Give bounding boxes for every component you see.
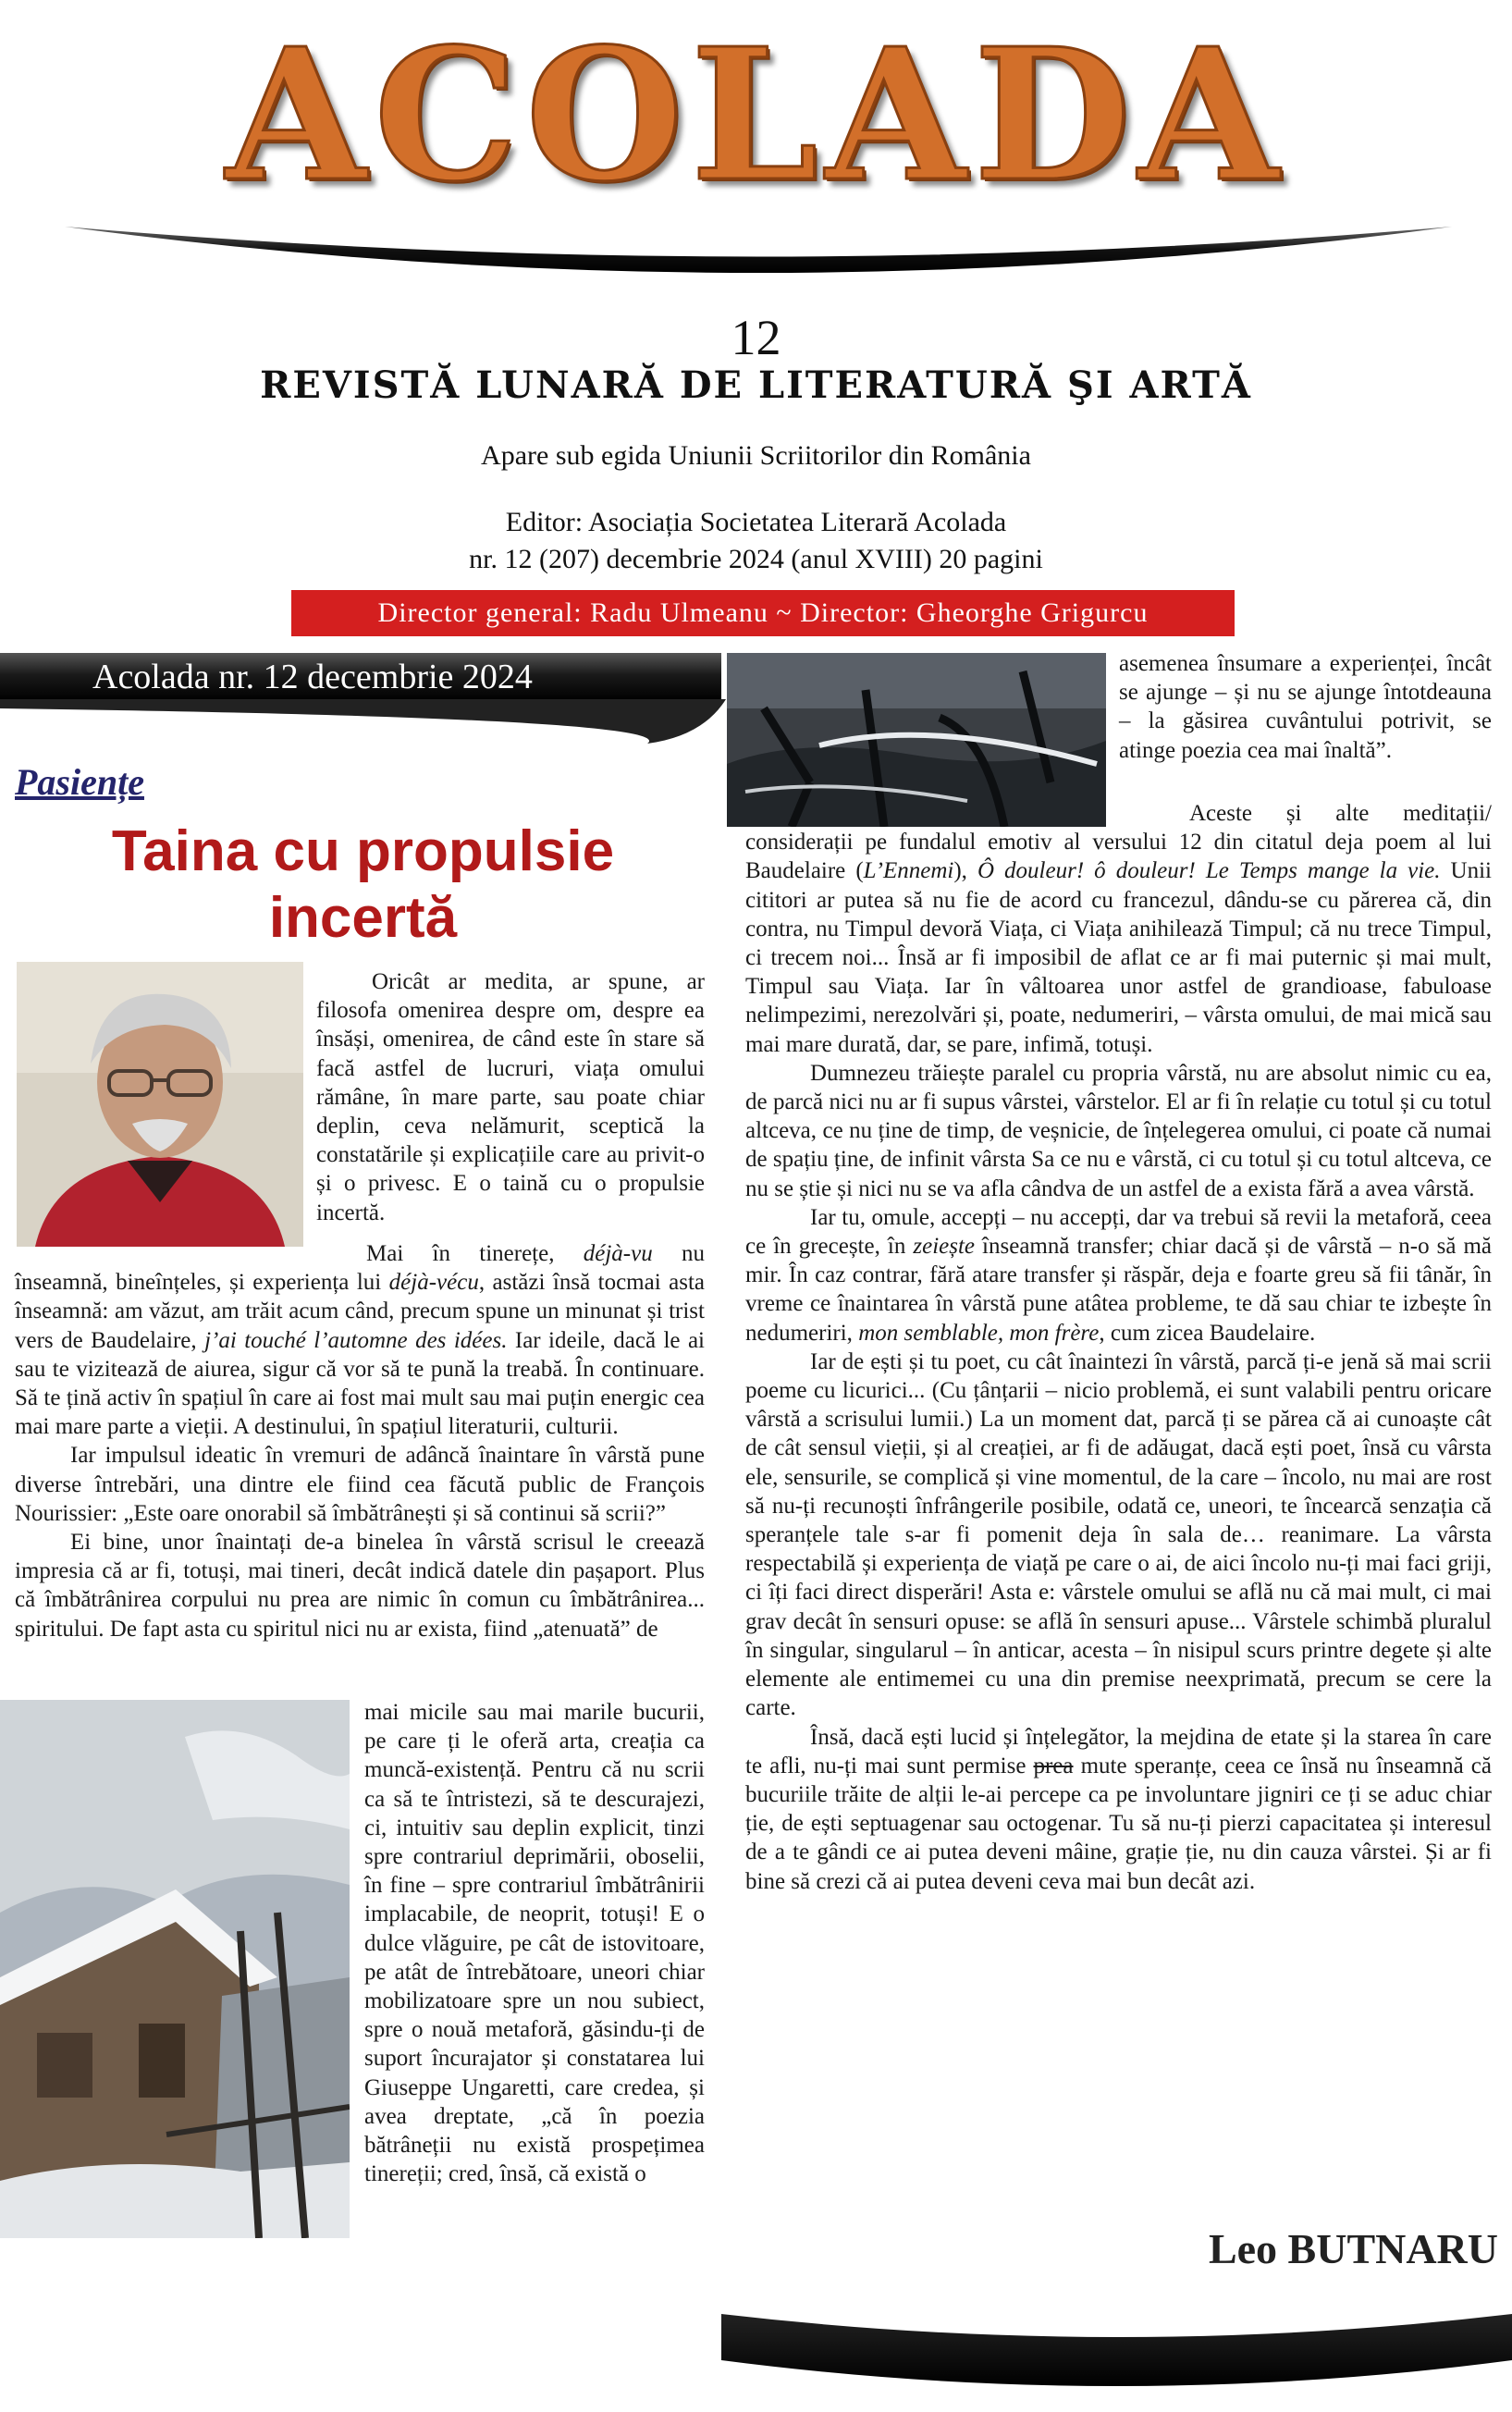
winter-house-painting — [0, 1700, 350, 2238]
masthead-swoosh — [65, 199, 1452, 301]
right-paragraph-5: Iar de ești și tu poet, cu cât înaintezi în vârstă, parcă ți-e jenă să mai scrii poeme cu licurici... (Cu țânțarii – nicio problemă, ei sunt valabili pentru oricare vârstă a scrisului lumii.) La un moment dat, parcă ți se părea că ai cunoaște cât de cât sensul vieții, și al creației, ar fi de adăugat, dacă ești poet, însă cu vârsta ele, sensurile, se complică și vine momentul, de la care – încolo, nu mai are rost să nu-ți recunoști înfrângerile posibile, odată ce, uneori, te încearcă senzația că speranțele tale s-ar fi pomenit deja în sala de… reanimare. La vârsta respectabilă și experiența de viață pe care o ai, de aici încolo nu-ți mai faci griji, ci îți faci direct disperări! Asta e: vârstele omului se află nu că mai mult, ci mai grav decât în sensuri opuse: se află în sensuri apuse... Vârstele schimbă pluralul în singular, singularul – în anticar, acesta – în nisipul scurs printre degete și alte elemente ale entimemei cu una din premise neexprimată, precum se cere la carte. — [745, 1348, 1492, 1721]
right-column — [745, 799, 1492, 1896]
masthead-title: ACOLADA — [226, 9, 1286, 222]
magazine-subtitle: REVISTĂ LUNARĂ DE LITERATURĂ ŞI ARTĂ — [260, 363, 1252, 407]
author-byline: Leo BUTNARU — [1208, 2225, 1498, 2272]
right-paragraph-4: Iar tu, omule, accepți – nu accepți, dar va trebui să revii la metaforă, ceea ce în grecește, în zeiește înseamnă transfer; chiar dacă și de vârstă – n-o să mă mir. În caz contrar, fără atare transfer și răspăr, deja e foarte greu să fii tânăr, în vreme ce înaintarea în vârstă pune atâtea probleme, te dă sau chiar te izbește în nedumeriri, mon semblable, mon frère, cum zicea Baudelaire. — [745, 1204, 1493, 1346]
right-paragraph-3: Dumnezeu trăiește paralel cu propria vârstă, nu are absolut nimic cu ea, de parcă nici nu ar fi supus vârstei, vârstelor. El ar fi în relație cu totul și cu totul altceva, ce nu ține de timp, de veșnicie, de înțelegerea omului, ci poate că numai de spațiu ține, de infinit vârsta Sa ce nu e vârstă, ci cu totul și cu totul altceva, ce nu se știe și nici nu se va afla cândva de un astfel de a exista fără a avea vârstă. — [745, 1060, 1492, 1201]
editor-line: Editor: Asociația Societatea Literară Acolada — [505, 507, 1007, 537]
title-line-1: Taina cu propulsie — [111, 819, 615, 883]
author-photo — [17, 962, 303, 1247]
egida-line: Apare sub egida Uniunii Scriitorilor din România — [481, 440, 1031, 471]
right-paragraph-2: Aceste și alte meditații/ considerații pe fundalul emotiv al versului 12 din citatul deja poem al lui Baudelaire (L’Ennemi), Ô douleur! ô douleur! Le Temps mange la vie. Unii cititori ar putea să nu fie de acord cu francezul, dându-se cu părerea că, din contra, nu Timpul devoră Viața, ci Viața anihilează Timpul; că nu trece Timpul, ci trecem noi... Însă ar fi imposibil de aflat ce ar fi mai puternic și mai mult, Timpul sau Viața. Iar în vâltoarea unor astfel de grandioase, fabuloase nelimpezimi, nerezolvări și, poate, nedumeriri, – vârsta omului, de mai mică sau mai mare durată, dar, se pare, infimă, totuși. — [745, 801, 1493, 1057]
right-paragraph-6: Însă, dacă ești lucid și înțelegător, la mejdina de etate și la starea în care te afli, nu-ți mai sunt permise prea mute speranțe, ceea ce însă nu înseamnă că bucuriile trăite de alții le-ai percepe ca pe involuntare jigniri ce ți se aduc chiar ție, de ești septuagenar sau octogenar. Tu să nu-ți pierzi capacitatea și interesul de a te gândi ce ai putea deveni mâine, grație ție, nu din cauza vârstei. Și ar fi bine să crezi că ai putea deveni ceva mai bun decât azi. — [745, 1724, 1492, 1894]
directors-banner: Director general: Radu Ulmeanu ~ Director: Gheorghe Grigurcu — [291, 590, 1235, 636]
rubric: Pasiențe — [15, 761, 144, 803]
band-swoosh — [0, 699, 726, 745]
right-paragraph-1: asemenea însumare a experienței, încât se ajunge – și nu se ajunge întotdeauna – la găsirea cuvântului potrivit, se atinge poezia cea mai înaltă”. — [1119, 651, 1492, 763]
paragraph-4: Ei bine, unor înaintați de-a binelea în vârstă scrisul le creează impresia că ar fi, totuși, mai tineri, decât indică datele din pașaport. Plus că îmbătrânirea corpului nu prea are nimic în comun cu îmbătrânirea... spiritului. De fapt asta cu spiritul nici nu ar exista, fiind „atenuată” de — [15, 1530, 705, 1642]
issue-line: nr. 12 (207) decembrie 2024 (anul XVIII) 20 pagini — [469, 544, 1043, 574]
masthead — [0, 0, 1512, 277]
bottom-swoosh — [721, 2305, 1512, 2412]
paragraph-1: Oricât ar medita, ar spune, ar filosofa omenirea despre om, despre ea însăși, omenirea, de când este în stare să facă astfel de lucruri, viața omului rămâne, în mare parte, sau poate chiar deplin, ceva nelămurit, sceptică la constatările și explicațiile care au privit-o și o privesc. E o taină cu o propulsie incertă. — [316, 969, 705, 1225]
paragraph-3: Iar impulsul ideatic în vremuri de adâncă înaintare în vârstă pune diverse întrebări, una dintre ele fiind cea făcută public de François Nourissier: „Este oare onorabil să îmbătrânești și să continui să scrii?” — [15, 1443, 705, 1526]
issue-number: 12 — [731, 310, 781, 365]
title-line-2: incertă — [268, 886, 458, 950]
page-band-label: Acolada nr. 12 decembrie 2024 — [92, 658, 533, 696]
paragraph-5: mai micile sau mai marile bucurii, pe care ți le oferă arta, creația ca muncă-existență. Pentru că nu scrii ca să te întristezi, să te descurajezi, ci, intuitiv sau deplin explicit, tinzi spre contrariul deprimării, oboselii, în fine – spre contrariul îmbătrânirii implacabile, de neoprit, totuși! E o dulce vlăguire, pe cât de istovitoare, pe atât de întrebătoare, uneori chiar mobilizatoare spre un nou subiect, spre o nouă metaforă, găsindu-ți de suport încurajator și constatarea lui Giuseppe Ungaretti, care credea, și avea dreptate, „că în poezia bătrâneții nu există prospețimea tinereții; cred, însă, că există o — [364, 1700, 705, 2187]
article-title — [0, 818, 726, 952]
paragraph-2: Mai în tinerețe, déjà-vu nu înseamnă, bineînțeles, și experiența lui déjà-vécu, astăzi însă tocmai asta înseamnă: am văzut, am trăit acum când, precum spune un minunat și trist vers de Baudelaire, j’ai touché l’automne des idées. Iar ideile, dacă le ai sau te vizitează de aiurea, sigur că vor să te pună la treabă. În continuare. Să te țină activ în spațiul în care ai fost mai mult sau mai puțin energic cea mai mare parte a vieții. A destinului, în spațiul literaturii, culturii. Iar impulsul ideatic în vremuri de adâncă înaintare în vârstă pune diverse întrebări, una dintre ele fiind cea făcută public de François Nourissier: „Este oare onorabil să îmbătrânești și să continui să scrii?” Ei bine, unor înaintați de-a binelea în vârstă scrisul le creează impresia că ar fi, totuși, mai tineri, decât indică datele din pașaport. Plus că îmbătrânirea corpului nu prea are nimic în comun cu îmbătrânirea... spiritului. De fapt asta cu spiritul nici nu ar exista, fiind „atenuată” de — [15, 1239, 705, 1643]
